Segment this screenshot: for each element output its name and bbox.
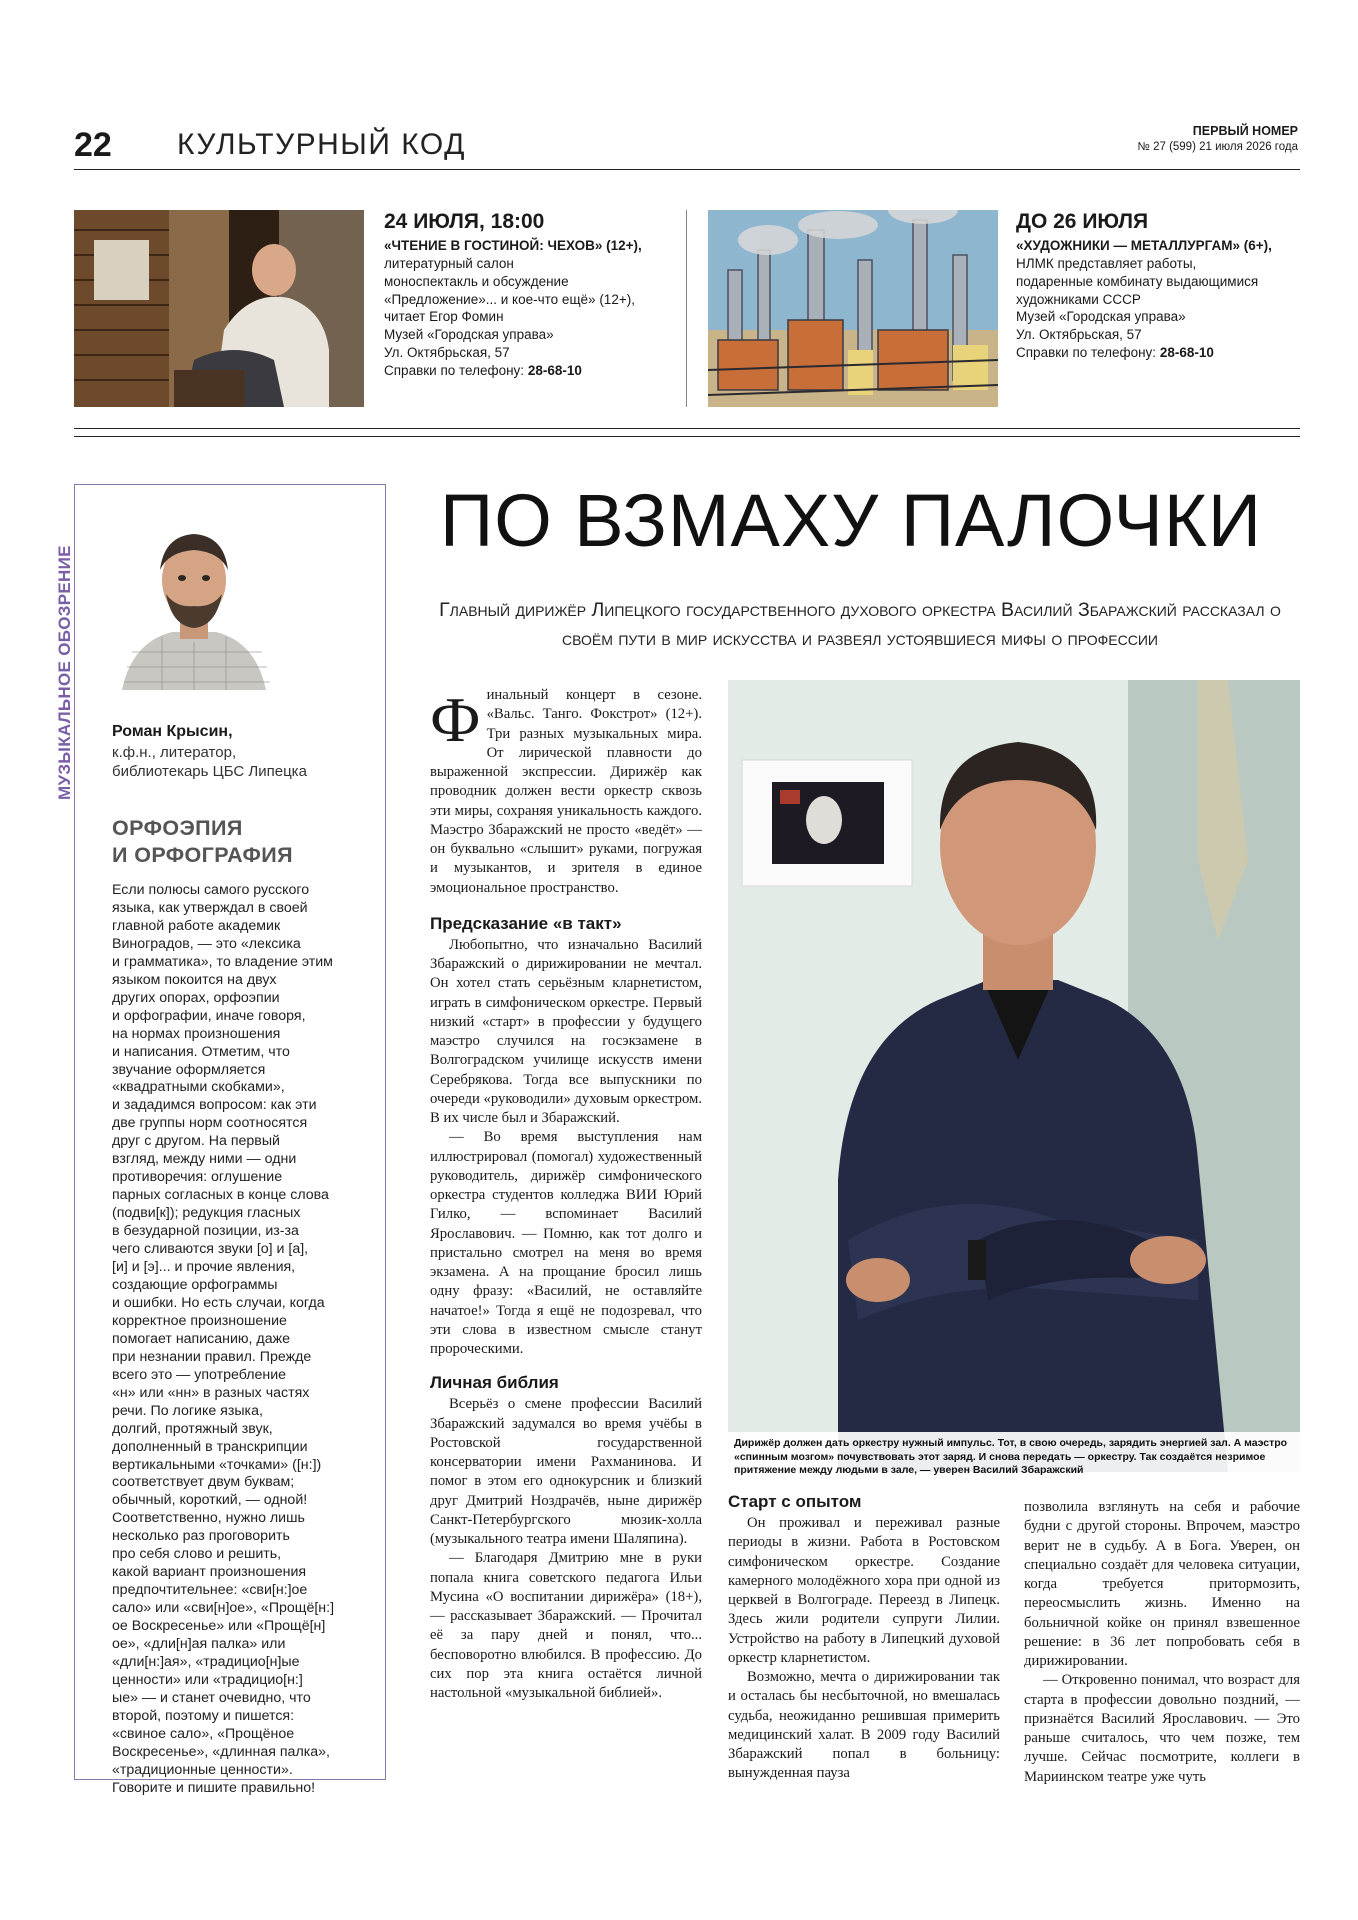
column-text-line: парных согласных в конце слова	[112, 1187, 329, 1204]
article-column-3	[1024, 1498, 1300, 1787]
column-text-line: Виноградов, — это «лексика	[112, 935, 301, 952]
subheading-3: Старт с опытом	[728, 1492, 862, 1511]
author-photo	[112, 522, 276, 690]
column-text-line: ое», «дли[н]ая палка» или	[112, 1636, 286, 1653]
column-text-line: создающие орфограммы	[112, 1276, 278, 1293]
article-intro	[430, 686, 702, 898]
column-text-line: звучание оформляется	[112, 1061, 266, 1078]
column-text-line: ое Воскресенье» или «Прощё[н]	[112, 1618, 326, 1635]
column-text-line: второй, поэтому и пишется:	[112, 1707, 295, 1724]
event-1	[384, 210, 674, 380]
column-text-line: и ошибки. Но есть случаи, когда	[112, 1294, 325, 1311]
column-title	[112, 815, 293, 870]
column-text-line: других опорах, орфоэпии	[112, 989, 280, 1006]
photo-caption: Дирижёр должен дать оркестру нужный импульс. Тот, в свою очередь, зарядить энергией зал. А маэстро «спинным мозгом» почувствовать этот заряд. И снова передать — оркестру. Так создаётся незримое притяжение между людьми в зале, — уверен Василий Збаражский	[728, 1432, 1300, 1483]
event-photo-theatre	[74, 210, 364, 407]
column-text-line: две группы норм соотносятся	[112, 1115, 308, 1132]
column-title-line: И ОРФОГРАФИЯ	[112, 843, 293, 868]
column-text-line: чего сливаются звуки [о] и [а],	[112, 1241, 309, 1258]
column-text-line: [и] и [э]... и прочие явления,	[112, 1259, 296, 1276]
column-text-line: взгляд, между ними — одни	[112, 1151, 297, 1168]
subheading-1: Предсказание «в такт»	[430, 913, 622, 933]
column-text-line: главной работе академик	[112, 917, 281, 934]
events-rule-top	[74, 428, 1300, 429]
event-2-line: Ул. Октябрьская, 57	[1016, 327, 1142, 343]
article-lead: Главный дирижёр Липецкого государственного духового оркестра Василий Збаражский рассказал о своём пути в мир искусства и развеял устоявшиеся мифы о профессии	[439, 599, 1281, 651]
article-paragraph: — Благодаря Дмитрию мне в руки попала книга советского педагога Ильи Мусина «О воспитании дирижёра» (18+), — рассказывает Збаражский. — Прочитал её за пару дней и понял, что... бесповоротно влюбился. В профессию. До сих пор эта книга остаётся личной настольной «музыкальной библией».	[430, 1550, 702, 1701]
event-2-line: НЛМК представляет работы,	[1016, 255, 1197, 271]
column-text-line: Если полюсы самого русского	[112, 882, 310, 898]
author-desc-line: к.ф.н., литератор,	[112, 744, 237, 761]
paper-name: ПЕРВЫЙ НОМЕР	[1192, 124, 1298, 138]
column-text-line: «квадратными скобками»,	[112, 1079, 285, 1096]
event-1-line: моноспектакль и обсуждение	[384, 273, 569, 289]
author-name: Роман Крысин,	[112, 723, 233, 740]
column-text-line: ценности» или «традицио[н:]	[112, 1671, 303, 1688]
column-text-line: «н» или «нн» в разных частях	[112, 1384, 310, 1401]
column-text-line: «свиное сало», «Прощёное	[112, 1725, 295, 1742]
column-text-line: корректное произношение	[112, 1312, 287, 1329]
column-text-line: языком покоится на двух	[112, 971, 277, 988]
column-text-line: Соответственно, нужно лишь	[112, 1510, 305, 1527]
article-paragraph: — Откровенно понимал, что возраст для старта в профессии довольно поздний, — признаётся Василий Ярославович. — Это раньше считалось, что чем позже, тем лучше. Сейчас посмотрите, коллеги в Мариинском театре уже чуть	[1024, 1672, 1300, 1785]
column-text-line: вертикальными «точками» ([н:])	[112, 1456, 322, 1473]
event-photo-painting	[708, 210, 998, 407]
event-1-line: читает Егор Фомин	[384, 309, 504, 325]
column-text-line: (подви[к]); редукция гласных	[112, 1205, 301, 1222]
event-2-phone-line	[1016, 344, 1300, 362]
column-text-line: языка, как утверждал в своей	[112, 899, 308, 916]
phone-label: Справки по телефону:	[384, 362, 525, 378]
column-title-line: ОРФОЭПИЯ	[112, 816, 243, 840]
column-text-line: помогает написанию, даже	[112, 1330, 290, 1347]
section-label-vertical: МУЗЫКАЛЬНОЕ ОБОЗРЕНИЕ	[55, 545, 74, 800]
column-text-line: речи. По логике языка,	[112, 1402, 263, 1419]
event-1-date: 24 ИЮЛЯ, 18:00	[384, 210, 545, 233]
column-text-line: друг с другом. На первый	[112, 1133, 280, 1150]
event-2-line: подаренные комбинату выдающимися	[1016, 273, 1259, 289]
intro-text: инальный концерт в сезоне. «Вальс. Танго. Фокстрот» (12+). Три разных музыкальных мира. От лирической плавности до выраженной экспрессии. Дирижёр как проводник должен вести оркестр сквозь эти миры, сохраняя уникальность каждого. Маэстро Збаражский не просто «ведёт» — он буквально «слышит» руками, погружая и музыкантов, и зрителя в единое эмоциональное пространство.	[430, 687, 702, 896]
column-text-line: дополненный в транскрипции	[112, 1438, 308, 1455]
event-2-line: Музей «Городская управа»	[1016, 309, 1186, 325]
masthead-info	[1138, 124, 1298, 153]
column-text-line: на нормах произношения	[112, 1025, 281, 1042]
column-text-line: и написания. Отметим, что	[112, 1043, 290, 1060]
section-rubric: КУЛЬТУРНЫЙ КОД	[177, 128, 466, 161]
event-2-title: «ХУДОЖНИКИ — МЕТАЛЛУРГАМ» (6+),	[1016, 238, 1272, 254]
column-text-line: Воскресенье», «длинная палка»,	[112, 1743, 330, 1760]
phone-number: 28-68-10	[527, 362, 582, 378]
header-rule	[74, 169, 1300, 170]
article-paragraph: Любопытно, что изначально Василий Збаражский о дирижировании не мечтал. Он хотел стать серьёзным кларнетистом, играть в симфоническом оркестре. Первый низкий «старт» в профессии у будущего маэстро случился на госэкзамене в Волгоградском училище искусств имени Серебрякова. Тогда все выпускники по очереди «руководили» духовым оркестром. В их числе был и Збаражский.	[430, 936, 702, 1126]
column-text-line: долгий, протяжный звук,	[112, 1420, 273, 1437]
column-text-line: несколько раз проговорить	[112, 1528, 290, 1545]
column-text-line: и орфографии, иначе говоря,	[112, 1007, 306, 1024]
subheading-2: Личная библия	[430, 1373, 559, 1393]
event-2-line: художниками СССР	[1016, 291, 1141, 307]
column-text-line: и грамматика», то владение этим	[112, 953, 333, 970]
issue-info: № 27 (599) 21 июля 2026 года	[1137, 141, 1298, 153]
article-paragraph: позволила взглянуть на себя и рабочие будни с другой стороны. Впрочем, маэстро верит не в судьбу. А в Бога. Уверен, он специально создаёт для человека ситуации, когда требуется притормозить, переосмыслить жизнь. Именно на больничной койке он принял взвешенное решение: в 36 лет попробовать себя в дирижировании.	[1024, 1499, 1300, 1669]
article-column-2	[728, 1492, 1000, 1784]
phone-number: 28-68-10	[1159, 345, 1214, 361]
article-paragraph: Всерьёз о смене профессии Василий Збаражский задумался во время учёбы в Ростовской государственной консерватории имени Рахманинова. И помог в этом его однокурсник и близкий друг Дмитрий Ноздрачёв, ныне дирижёр Санкт-Петербургского мюзик-холла (музыкального театра имени Шаляпина).	[430, 1396, 702, 1547]
column-text-line: про себя слово и решить,	[112, 1546, 282, 1563]
event-divider	[686, 210, 687, 407]
column-body	[112, 882, 372, 1798]
column-text-line: при незнании правил. Прежде	[112, 1348, 312, 1365]
conductor-photo	[728, 680, 1300, 1472]
phone-label: Справки по телефону:	[1016, 345, 1157, 361]
event-1-line: Ул. Октябрьская, 57	[384, 345, 510, 361]
event-1-line: литературный салон	[384, 255, 514, 271]
article-column-1	[430, 686, 702, 1703]
event-2-date: ДО 26 ИЮЛЯ	[1016, 210, 1149, 233]
event-1-phone-line	[384, 362, 674, 380]
column-text-line: ые» — и станет очевидно, что	[112, 1689, 311, 1706]
author-desc-line: библиотекарь ЦБС Липецка	[112, 763, 307, 781]
column-text-line: сало» или «сви[н]ое», «Прощё[н:]	[112, 1600, 335, 1617]
page-number: 22	[74, 126, 112, 164]
event-1-line: «Предложение»... и кое-что ещё» (12+),	[384, 291, 635, 307]
drop-cap: Ф	[430, 684, 481, 755]
article-paragraph: Он проживал и переживал разные периоды в жизни. Работа в Ростовском симфоническом оркестре. Создание камерного молодёжного хора при одной из церквей в Волгограде. Переезд в Липецк. Здесь жили родители супруги Лилии. Устройство на работу в Липецкий духовой оркестр кларнетистом.	[728, 1515, 1000, 1666]
column-text-line: соответствует двум буквам;	[112, 1474, 295, 1491]
column-text-line: Говорите и пишите правильно!	[112, 1779, 316, 1796]
column-text-line: противоречия: оглушение	[112, 1169, 283, 1186]
author-description	[112, 743, 307, 781]
column-text-line: «традиционные ценности».	[112, 1761, 293, 1778]
column-text-line: и зададимся вопросом: как эти	[112, 1097, 317, 1114]
event-2	[1016, 210, 1300, 362]
article-paragraph: Возможно, мечта о дирижировании так и осталась бы несбыточной, но вмешалась судьба, неожиданно решившая примерить медицинский халат. В 2009 году Василий Збаражский попал в больницу: вынужденная пауза	[728, 1669, 1000, 1782]
column-text-line: всего это — употребление	[112, 1366, 287, 1383]
column-text-line: предпочтительнее: «сви[н:]ое	[112, 1582, 308, 1599]
column-text-line: какой вариант произношения	[112, 1564, 307, 1581]
article-paragraph: — Во время выступления нам иллюстрировал (помогал) художественный руководитель, дирижёр симфонического оркестра студентов колледжа ВИИ Юрий Гилко, — вспоминает Василий Ярославович. — Помню, как тот долго и пристально смотрел на меня во время экзамена. А на прощание бросил лишь одну фразу: «Василий, не оставляйте начатое!» Тогда я ещё не подозревал, что эти слова в известном смысле станут пророческими.	[430, 1129, 702, 1357]
article-headline: ПО ВЗМАХУ ПАЛОЧКИ	[440, 479, 1263, 562]
events-rule-bottom	[74, 436, 1300, 437]
event-1-title: «ЧТЕНИЕ В ГОСТИНОЙ: ЧЕХОВ» (12+),	[384, 238, 642, 254]
event-1-line: Музей «Городская управа»	[384, 327, 554, 343]
column-text-line: обычный, короткий, — одной!	[112, 1492, 308, 1509]
column-text-line: «дли[н:]ая», «традицио[н]ые	[112, 1653, 300, 1670]
column-text-line: в безударной позиции, из-за	[112, 1223, 299, 1240]
